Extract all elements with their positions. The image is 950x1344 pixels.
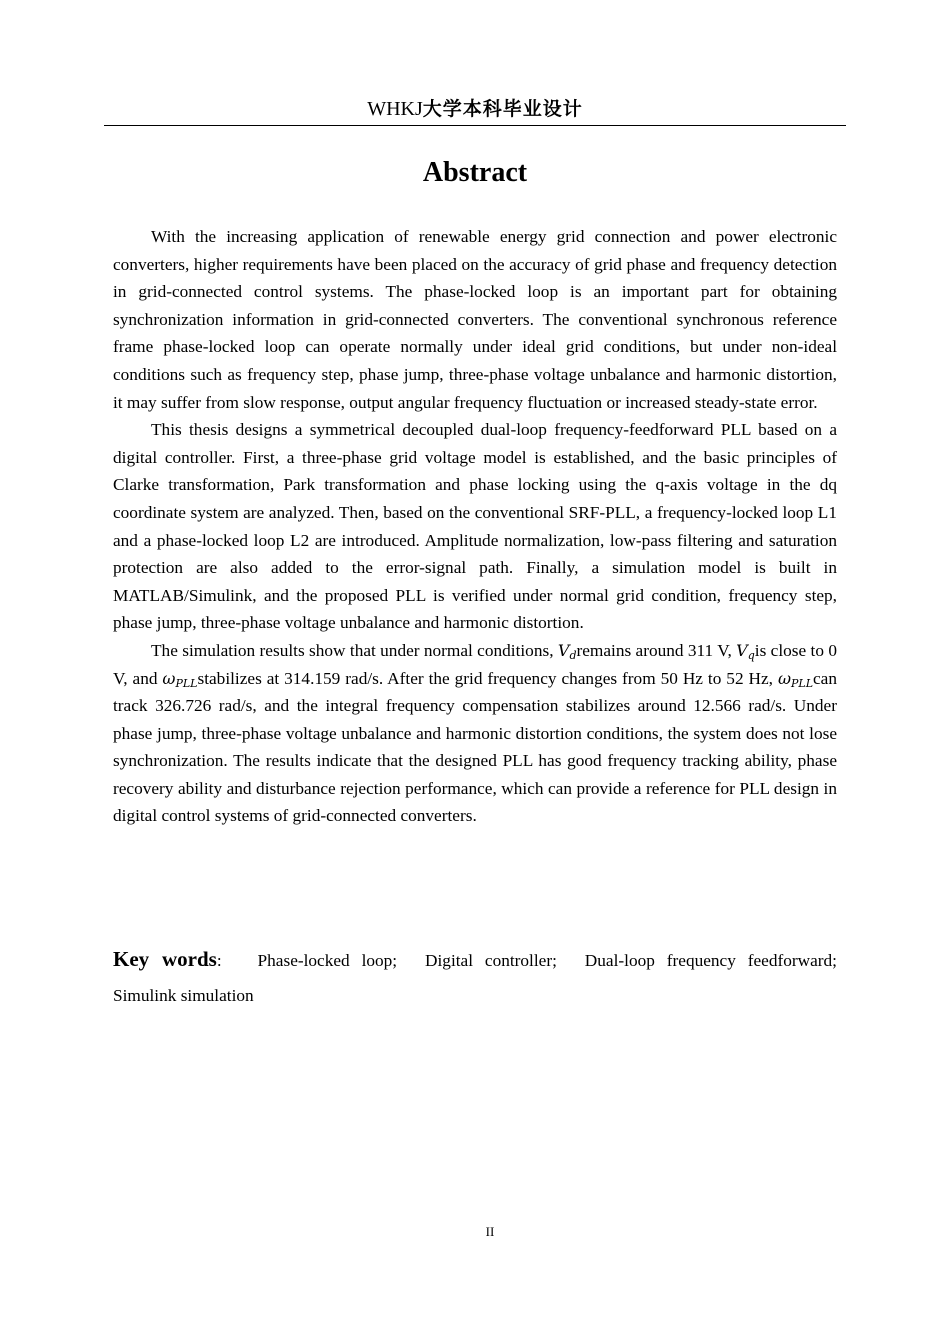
keyword-item: Simulink simulation (113, 986, 254, 1005)
abstract-body (113, 223, 837, 830)
paragraph-3-segment: stabilizes at 314.159 rad/s. After the grid frequency changes from 50 Hz to 52 Hz, (197, 668, 778, 688)
symbol-vq: $V_q$ (736, 640, 755, 662)
paragraph-3-segment: is close to 0 V, and (113, 640, 837, 688)
keyword-item: Phase-locked loop; (257, 951, 398, 970)
keywords-section (113, 942, 837, 1013)
symbol-omega-pll: $\omega_{PLL}$ (777, 668, 814, 690)
paragraph-2: This thesis designs a symmetrical decoupled dual-loop frequency-feedforward PLL based on a digital controller. First, a three-phase grid voltage model is established, and the basic principles of Clarke transformation, Park transformation and phase locking using the q-axis voltage in the dq coordinate system are analyzed. Then, based on the conventional SRF-PLL, a frequency-locked loop L1 and a phase-locked loop L2 are introduced. Amplitude normalization, low-pass filtering and saturation protection are also added to the error-signal path. Finally, a simulation model is built in MATLAB/Simulink, and the proposed PLL is verified under normal grid condition, frequency step, phase jump, three-phase voltage unbalance and harmonic distortion. (113, 420, 837, 633)
paragraph-3-segment: can track 326.726 rad/s, and the integral frequency compensation stabilizes around 12.566 rad/s. Under phase jump, three-phase voltage unbalance and harmonic distortion conditions, the system does not lose synchronization. The results indicate that the designed PLL has good frequency tracking ability, phase recovery ability and disturbance rejection performance, which can provide a reference for PLL design in digital control systems of grid-connected converters. (113, 668, 837, 826)
abstract-title: Abstract (422, 157, 528, 188)
paragraph-3 (113, 637, 837, 830)
header-title (367, 96, 583, 122)
symbol-vd: $V_d$ (557, 640, 577, 662)
keyword-item: Dual-loop frequency feedforward; (584, 951, 837, 970)
paragraph-1: With the increasing application of renewable energy grid connection and power electronic converters, higher requirements have been placed on the accuracy of grid phase and frequency detection in grid-connected control systems. The phase-locked loop is an important part for obtaining synchronization information in grid-connected converters. The conventional synchronous reference frame phase-locked loop can operate normally under ideal grid conditions, but under non-ideal conditions such as frequency step, phase jump, three-phase voltage unbalance and harmonic distortion, it may suffer from slow response, output angular frequency fluctuation or increased steady-state error. (113, 227, 837, 412)
header-cjk-text: 大学本科毕业设计 (422, 98, 583, 120)
keywords-colon: : (216, 951, 222, 970)
page-number: II (485, 1224, 495, 1239)
header-latin-text: WHKJ (367, 98, 423, 120)
page-header (104, 96, 846, 126)
keywords-label: Key words (113, 947, 217, 971)
keyword-item: Digital controller; (425, 951, 557, 970)
paragraph-3-segment: remains around 311 V, (576, 640, 737, 660)
paragraph-3-segment: The simulation results show that under normal conditions, (151, 640, 558, 660)
symbol-omega-pll: $\omega_{PLL}$ (162, 668, 198, 690)
